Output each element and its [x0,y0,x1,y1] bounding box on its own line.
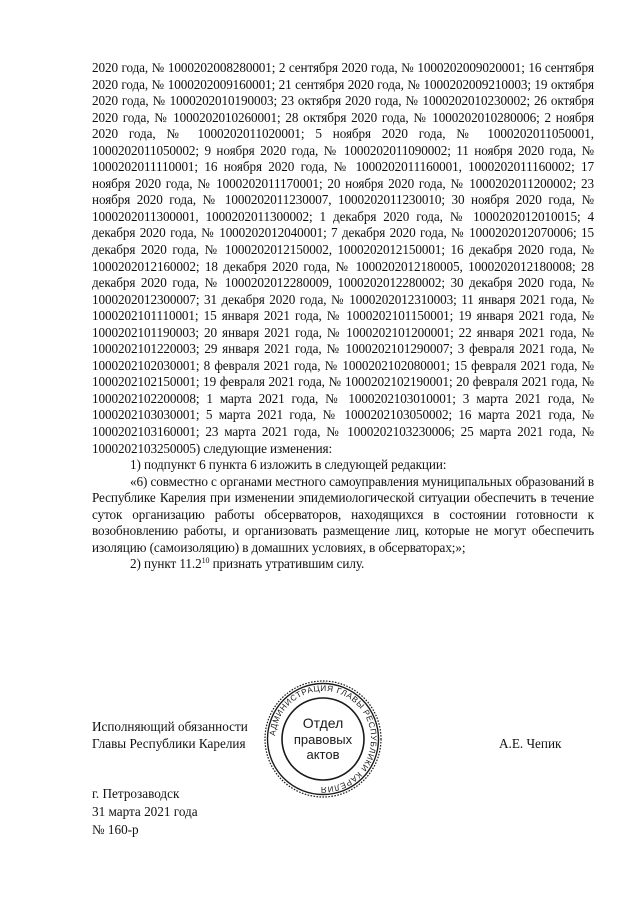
signatory-name: А.Е. Чепик [499,736,562,751]
signatory-title-line-2: Главы Республики Карелия [92,736,246,751]
signatory-title-line-1: Исполняющий обязанности [92,719,248,734]
amendment-item-1: 1) подпункт 6 пункта 6 изложить в следующей редакции: [130,457,447,473]
official-stamp [262,678,384,800]
item-2-superscript: 10 [201,556,210,566]
issue-place: г. Петрозаводск [92,786,180,801]
document-footer [92,785,198,839]
item-2-suffix: признать утратившим силу. [209,556,365,572]
stamp-center-line-1: Отдел [302,715,344,731]
document-number: № 160-р [92,822,139,837]
amendment-item-2 [92,556,594,573]
stamp-center-line-3: актов [306,747,340,762]
issue-date: 31 марта 2021 года [92,804,198,819]
quoted-amendment-text: «6) совместно с органами местного самоуправления муниципальных образований в Республике Карелия при изменении эпидемиологической ситуации обеспечить в течение суток организацию работы обсерваторов, находящихся в состоянии готовности к возобновлению работы, и организовать размещение лиц, которые не могут обеспечить изоляцию (самоизоляцию) в домашних условиях, в обсерваторах;»; [92,473,594,555]
document-body [92,60,594,573]
stamp-center-line-2: правовых [293,732,353,747]
item-2-prefix: 2) пункт 11.2 [130,556,202,572]
continuation-paragraph: 2020 года, № 1000202008280001; 2 сентября 2020 года, № 1000202009020001; 16 сентября 2020 года, № 1000202009160001; 21 сентября 2020 года, № 1000202009210003; 19 октября 2020 года, № 1000202010190003; 23 октября 2020 года, № 1000202010230002; 26 октября 2020 года, № 1000202010260001; 28 октября 2020 года, № 1000202010280006; 2 ноября 2020 года, № 1000202011020001; 5 ноября 2020 года, № 1000202011050001, 1000202011050002; 9 ноября 2020 года, № 1000202011090002; 11 ноября 2020 года, № 1000202011110001; 16 ноября 2020 года, № 1000202011160001, 1000202011160002; 17 ноября 2020 года, № 1000202011170001; 20 ноября 2020 года, № 1000202011200002; 23 ноября 2020 года, № 1000202011230007, 1000202011230010; 30 ноября 2020 года, № 1000202011300001, 1000202011300002; 1 декабря 2020 года, № 1000202012010015; 4 декабря 2020 года, № 1000202012040001; 7 декабря 2020 года, № 1000202012070006; 15 декабря 2020 года, № 1000202012150002, 1000202012150001; 16 декабря 2020 года, № 1000202012160002; 18 декабря 2020 года, № 1000202012180005, 1000202012180008; 28 декабря 2020 года, № 1000202012280009, 1000202012280002; 30 декабря 2020 года, № 1000202012300007; 31 декабря 2020 года, № 1000202012310003; 11 января 2021 года, № 1000202101110001; 15 января 2021 года, № 1000202101150001; 19 января 2021 года, № 1000202101190003; 20 января 2021 года, № 1000202101200001; 22 января 2021 года, № 1000202101220003; 29 января 2021 года, № 1000202101290007; 3 февраля 2021 года, № 1000202102030001; 8 февраля 2021 года, № 1000202102080001; 15 февраля 2021 года, № 1000202102150001; 19 февраля 2021 года, № 1000202102190001; 20 февраля 2021 года, № 1000202102200008; 1 марта 2021 года, № 1000202103010001; 3 марта 2021 года, № 1000202103030001; 5 марта 2021 года, № 1000202103050002; 16 марта 2021 года, № 1000202103160001; 23 марта 2021 года, № 1000202103230006; 25 марта 2021 года, № 1000202103250005) следующие изменения: [92,60,594,456]
stamp-ring-text: АДМИНИСТРАЦИЯ ГЛАВЫ РЕСПУБЛИКИ КАРЕЛИЯ [268,683,379,795]
